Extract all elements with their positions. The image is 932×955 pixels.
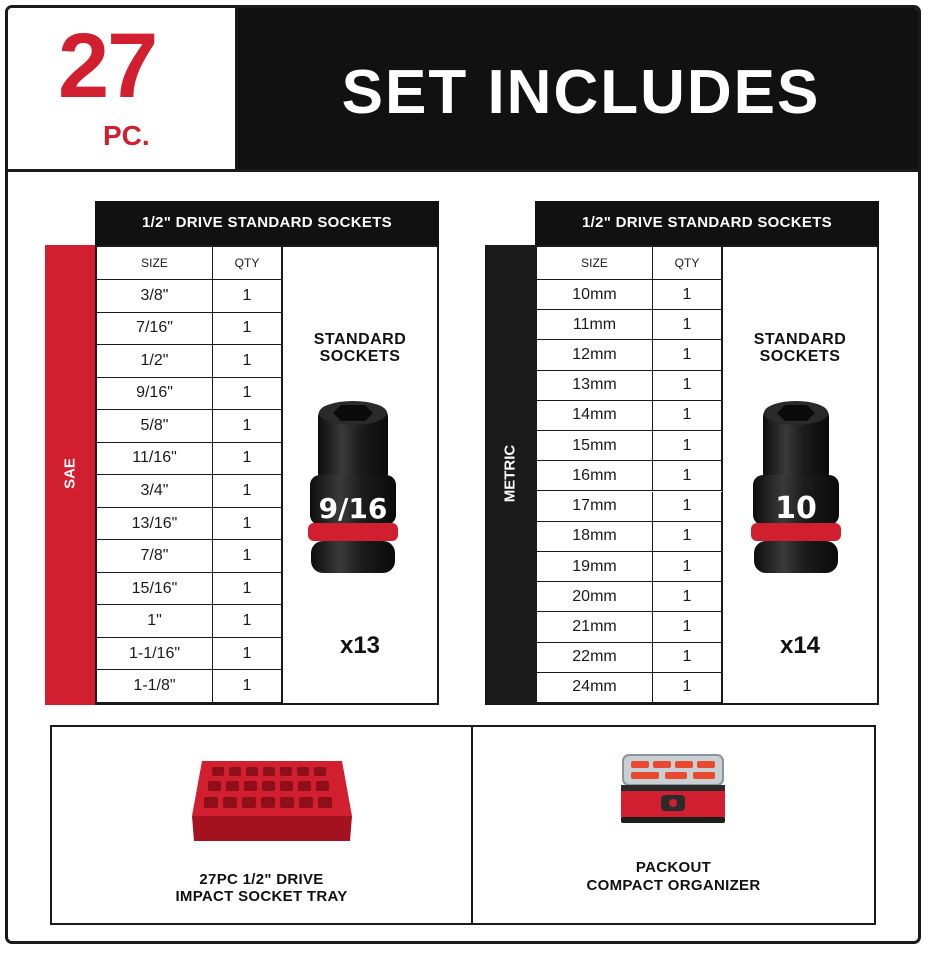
table-row [537, 461, 722, 491]
sae-size-cell: 15/16" [97, 573, 213, 605]
sae-size-cell: 3/8" [97, 280, 213, 312]
metric-qty-cell: 1 [653, 340, 722, 369]
metric-qty-cell: 1 [653, 280, 722, 309]
metric-size-cell: 19mm [537, 552, 653, 581]
metric-qty-cell: 1 [653, 643, 722, 672]
metric-size-cell: 11mm [537, 310, 653, 339]
metric-size-cell: 21mm [537, 612, 653, 641]
metric-qty-cell: 1 [653, 371, 722, 400]
metric-feature-title-2: SOCKETS [759, 348, 841, 365]
socket-icon [283, 395, 438, 595]
sae-size-cell: 1" [97, 605, 213, 637]
page-title: SET INCLUDES [341, 58, 821, 127]
table-row [537, 371, 722, 401]
sae-qty-cell: 1 [213, 410, 282, 442]
sae-feature-title-2: SOCKETS [319, 348, 401, 365]
table-row [97, 410, 282, 443]
metric-size-cell: 20mm [537, 582, 653, 611]
table-row [97, 638, 282, 671]
table-row [537, 340, 722, 370]
metric-quantity: x14 [779, 632, 821, 659]
sae-qty-cell: 1 [213, 573, 282, 605]
metric-size-cell: 18mm [537, 522, 653, 551]
table-row [97, 345, 282, 378]
piece-count-unit: PC. [103, 120, 150, 151]
metric-table-header-row [537, 247, 722, 280]
sae-col-size-header: SIZE [97, 247, 213, 279]
sae-table [95, 245, 439, 705]
metric-qty-cell: 1 [653, 552, 722, 581]
table-row [97, 378, 282, 411]
table-row [537, 492, 722, 522]
sae-qty-cell: 1 [213, 313, 282, 345]
table-row [537, 582, 722, 612]
table-row [537, 643, 722, 673]
spec-sheet [5, 5, 921, 944]
metric-qty-cell: 1 [653, 673, 722, 702]
metric-qty-cell: 1 [653, 401, 722, 430]
sae-size-cell: 5/8" [97, 410, 213, 442]
sae-qty-cell: 1 [213, 605, 282, 637]
sae-size-cell: 1-1/8" [97, 670, 213, 702]
metric-table-title: 1/2" DRIVE STANDARD SOCKETS [535, 201, 879, 245]
sae-size-cell: 9/16" [97, 378, 213, 410]
table-row [97, 508, 282, 541]
sae-table-header-row [97, 247, 282, 280]
table-row [97, 540, 282, 573]
sae-socket-marking: 9/16 [318, 492, 388, 525]
table-row [537, 522, 722, 552]
metric-qty-cell: 1 [653, 492, 722, 521]
socket-tray-caption-2: IMPACT SOCKET TRAY [175, 888, 348, 905]
organizer-caption-2: COMPACT ORGANIZER [586, 877, 761, 894]
sae-col-qty-header: QTY [213, 247, 282, 279]
accessory-socket-tray [52, 727, 471, 923]
metric-col-qty-header: QTY [653, 247, 722, 279]
metric-side-label: METRIC [501, 444, 519, 503]
metric-qty-cell: 1 [653, 522, 722, 551]
sae-table-title: 1/2" DRIVE STANDARD SOCKETS [95, 201, 439, 245]
table-row [97, 443, 282, 476]
socket-tray-icon [172, 741, 372, 851]
table-row [97, 313, 282, 346]
sae-qty-cell: 1 [213, 345, 282, 377]
metric-size-cell: 12mm [537, 340, 653, 369]
metric-sidebar [485, 245, 535, 705]
sae-sidebar [45, 245, 95, 705]
table-row [97, 670, 282, 703]
table-row [537, 673, 722, 703]
table-row [97, 475, 282, 508]
sae-size-cell: 1-1/16" [97, 638, 213, 670]
sae-size-cell: 13/16" [97, 508, 213, 540]
accessories-panel [50, 725, 876, 925]
sae-feature-title-1: STANDARD [313, 331, 407, 348]
metric-size-cell: 15mm [537, 431, 653, 460]
sae-size-cell: 3/4" [97, 475, 213, 507]
socket-icon [723, 395, 878, 595]
sae-qty-cell: 1 [213, 508, 282, 540]
sae-feature-panel [282, 247, 437, 703]
sae-qty-cell: 1 [213, 540, 282, 572]
sae-qty-cell: 1 [213, 670, 282, 702]
metric-qty-cell: 1 [653, 431, 722, 460]
metric-col-size-header: SIZE [537, 247, 653, 279]
sae-qty-cell: 1 [213, 638, 282, 670]
title-banner [238, 8, 921, 169]
metric-table [535, 245, 879, 705]
metric-size-cell: 13mm [537, 371, 653, 400]
sae-quantity: x13 [339, 632, 381, 659]
table-row [537, 612, 722, 642]
sae-qty-cell: 1 [213, 378, 282, 410]
metric-size-cell: 16mm [537, 461, 653, 490]
metric-size-cell: 24mm [537, 673, 653, 702]
table-row [537, 280, 722, 310]
table-row [537, 431, 722, 461]
metric-feature-panel [722, 247, 877, 703]
socket-tray-caption-1: 27PC 1/2" DRIVE [199, 871, 324, 888]
metric-qty-cell: 1 [653, 461, 722, 490]
sae-size-cell: 11/16" [97, 443, 213, 475]
sae-qty-cell: 1 [213, 280, 282, 312]
metric-socket-marking: 10 [775, 491, 817, 526]
table-row [97, 605, 282, 638]
sae-side-label: SAE [61, 458, 79, 489]
table-row [97, 573, 282, 606]
metric-size-cell: 22mm [537, 643, 653, 672]
piece-count: 27 [58, 15, 157, 117]
sae-qty-cell: 1 [213, 475, 282, 507]
organizer-caption-1: PACKOUT [635, 859, 712, 876]
metric-size-cell: 17mm [537, 492, 653, 521]
table-row [537, 310, 722, 340]
table-row [537, 401, 722, 431]
organizer-icon [613, 745, 733, 845]
piece-count-badge [8, 8, 238, 169]
metric-size-cell: 10mm [537, 280, 653, 309]
sae-size-cell: 1/2" [97, 345, 213, 377]
metric-qty-cell: 1 [653, 310, 722, 339]
metric-qty-cell: 1 [653, 582, 722, 611]
metric-qty-cell: 1 [653, 612, 722, 641]
table-row [537, 552, 722, 582]
sae-size-cell: 7/8" [97, 540, 213, 572]
header [8, 8, 918, 172]
table-row [97, 280, 282, 313]
accessory-organizer [473, 727, 874, 923]
sae-qty-cell: 1 [213, 443, 282, 475]
metric-feature-title-1: STANDARD [753, 331, 847, 348]
metric-size-cell: 14mm [537, 401, 653, 430]
sae-size-cell: 7/16" [97, 313, 213, 345]
